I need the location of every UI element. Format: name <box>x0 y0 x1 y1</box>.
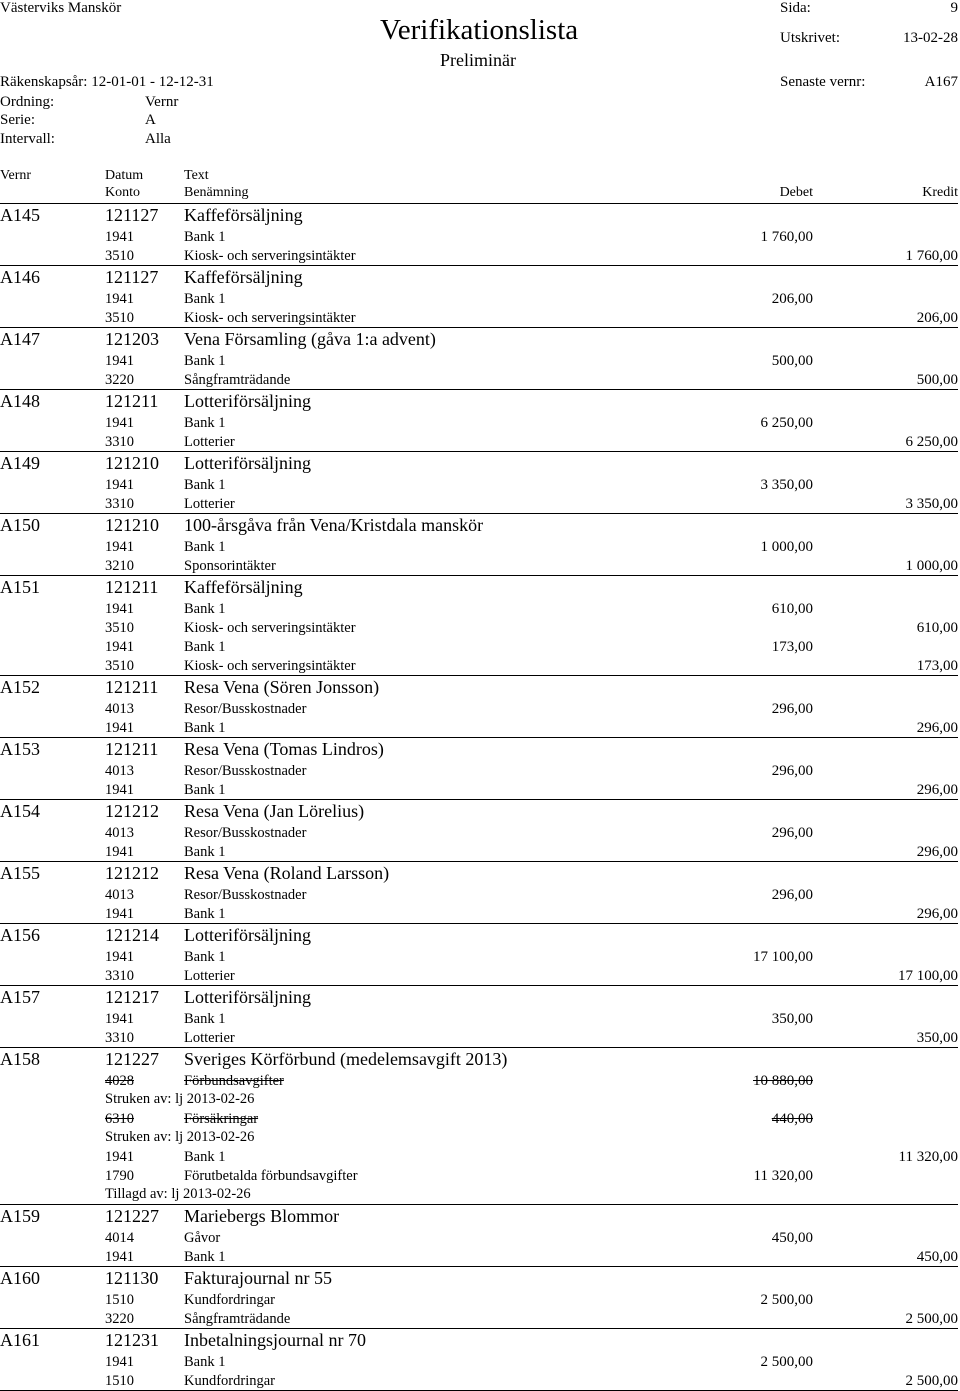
voucher-separator <box>0 451 958 452</box>
account-name: Kiosk- och serveringsintäkter <box>184 310 356 326</box>
account-number: 1941 <box>105 844 134 860</box>
voucher-text: Lotteriförsäljning <box>184 925 311 945</box>
voucher-date: 121217 <box>105 987 159 1007</box>
debit-amount: 296,00 <box>771 701 813 717</box>
account-name: Kundfordringar <box>184 1292 276 1308</box>
latest-voucher-label: Senaste vernr: <box>780 74 866 90</box>
voucher-date: 121211 <box>105 391 159 411</box>
account-number: 1941 <box>105 1011 134 1027</box>
credit-amount: 2 500,00 <box>905 1311 958 1327</box>
account-name: Gåvor <box>184 1230 221 1246</box>
account-number: 1941 <box>105 906 134 922</box>
voucher-date: 121212 <box>105 801 159 821</box>
account-number: 3510 <box>105 310 134 326</box>
voucher-separator <box>0 861 958 862</box>
voucher-date: 121211 <box>105 739 159 759</box>
series-value: A <box>145 112 156 128</box>
credit-amount: 296,00 <box>916 844 958 860</box>
page-label: Sida: <box>780 0 811 16</box>
account-number: 1941 <box>105 415 134 431</box>
latest-voucher-value: A167 <box>924 74 958 90</box>
voucher-separator <box>0 327 958 328</box>
voucher-separator <box>0 675 958 676</box>
account-name: Förbundsavgifter <box>184 1073 284 1089</box>
voucher-date: 121203 <box>105 329 159 349</box>
voucher-note: Struken av: lj 2013-02-26 <box>105 1091 255 1107</box>
account-name: Resor/Busskostnader <box>184 701 307 717</box>
account-name: Bank 1 <box>184 1149 226 1165</box>
account-name: Sångframträdande <box>184 372 291 388</box>
credit-amount: 296,00 <box>916 782 958 798</box>
account-number: 1941 <box>105 1354 134 1370</box>
voucher-number: A161 <box>0 1330 40 1350</box>
credit-amount: 206,00 <box>916 310 958 326</box>
account-name: Bank 1 <box>184 844 226 860</box>
voucher-separator <box>0 1047 958 1048</box>
voucher-number: A156 <box>0 925 40 945</box>
column-konto: Konto <box>105 185 140 200</box>
account-name: Bank 1 <box>184 601 226 617</box>
voucher-number: A159 <box>0 1206 40 1226</box>
account-number: 1941 <box>105 1249 134 1265</box>
account-number: 3510 <box>105 620 134 636</box>
debit-amount: 440,00 <box>771 1111 813 1127</box>
voucher-text: Inbetalningsjournal nr 70 <box>184 1330 366 1350</box>
page-number: 9 <box>950 0 958 16</box>
account-number: 1941 <box>105 229 134 245</box>
debit-amount: 6 250,00 <box>760 415 813 431</box>
account-number: 1941 <box>105 477 134 493</box>
account-number: 1510 <box>105 1292 134 1308</box>
voucher-date: 121214 <box>105 925 159 945</box>
credit-amount: 1 000,00 <box>905 558 958 574</box>
credit-amount: 1 760,00 <box>905 248 958 264</box>
account-name: Lotterier <box>184 968 235 984</box>
account-number: 3210 <box>105 558 134 574</box>
account-name: Kiosk- och serveringsintäkter <box>184 248 356 264</box>
voucher-text: 100-årsgåva från Vena/Kristdala manskör <box>184 515 484 535</box>
voucher-separator <box>0 575 958 576</box>
column-vernr: Vernr <box>0 168 32 183</box>
voucher-text: Vena Församling (gåva 1:a advent) <box>184 329 436 349</box>
debit-amount: 206,00 <box>771 291 813 307</box>
account-number: 6310 <box>105 1111 134 1127</box>
debit-amount: 450,00 <box>771 1230 813 1246</box>
order-value: Vernr <box>145 94 179 110</box>
account-name: Sponsorintäkter <box>184 558 276 574</box>
voucher-note: Struken av: lj 2013-02-26 <box>105 1129 255 1145</box>
account-name: Bank 1 <box>184 906 226 922</box>
voucher-date: 121127 <box>105 205 159 225</box>
voucher-separator <box>0 265 958 266</box>
voucher-number: A154 <box>0 801 40 821</box>
account-number: 4014 <box>105 1230 134 1246</box>
account-name: Lotterier <box>184 434 235 450</box>
voucher-separator <box>0 737 958 738</box>
credit-amount: 610,00 <box>916 620 958 636</box>
account-name: Bank 1 <box>184 720 226 736</box>
account-number: 3220 <box>105 372 134 388</box>
account-number: 4013 <box>105 825 134 841</box>
account-number: 1941 <box>105 1149 134 1165</box>
order-label: Ordning: <box>0 94 55 110</box>
account-number: 4013 <box>105 887 134 903</box>
column-debet: Debet <box>779 185 813 200</box>
account-number: 1941 <box>105 353 134 369</box>
account-number: 1941 <box>105 601 134 617</box>
account-number: 3310 <box>105 434 134 450</box>
header-rule <box>0 203 958 204</box>
voucher-date: 121210 <box>105 515 159 535</box>
account-name: Kiosk- och serveringsintäkter <box>184 620 356 636</box>
account-number: 3510 <box>105 658 134 674</box>
voucher-number: A155 <box>0 863 40 883</box>
voucher-number: A149 <box>0 453 40 473</box>
voucher-number: A151 <box>0 577 40 597</box>
account-number: 1790 <box>105 1168 134 1184</box>
voucher-date: 121227 <box>105 1049 159 1069</box>
account-name: Bank 1 <box>184 1011 226 1027</box>
voucher-text: Kaffeförsäljning <box>184 205 303 225</box>
voucher-date: 121212 <box>105 863 159 883</box>
debit-amount: 1 000,00 <box>760 539 813 555</box>
debit-amount: 1 760,00 <box>760 229 813 245</box>
voucher-separator <box>0 389 958 390</box>
account-number: 4013 <box>105 701 134 717</box>
voucher-date: 121227 <box>105 1206 159 1226</box>
account-number: 3220 <box>105 1311 134 1327</box>
account-number: 3310 <box>105 496 134 512</box>
account-name: Bank 1 <box>184 415 226 431</box>
account-number: 3510 <box>105 248 134 264</box>
voucher-number: A160 <box>0 1268 40 1288</box>
debit-amount: 610,00 <box>771 601 813 617</box>
voucher-text: Resa Vena (Jan Lörelius) <box>184 801 365 821</box>
voucher-number: A158 <box>0 1049 40 1069</box>
voucher-text: Lotteriförsäljning <box>184 987 311 1007</box>
credit-amount: 11 320,00 <box>898 1149 958 1165</box>
column-kredit: Kredit <box>922 185 958 200</box>
debit-amount: 3 350,00 <box>760 477 813 493</box>
debit-amount: 2 500,00 <box>760 1354 813 1370</box>
voucher-separator <box>0 799 958 800</box>
account-number: 1510 <box>105 1373 134 1389</box>
credit-amount: 2 500,00 <box>905 1373 958 1389</box>
account-number: 4013 <box>105 763 134 779</box>
voucher-text: Fakturajournal nr 55 <box>184 1268 332 1288</box>
account-name: Bank 1 <box>184 291 226 307</box>
voucher-date: 121127 <box>105 267 159 287</box>
account-number: 1941 <box>105 291 134 307</box>
credit-amount: 350,00 <box>916 1030 958 1046</box>
account-name: Resor/Busskostnader <box>184 763 307 779</box>
fiscal-year: Räkenskapsår: 12-01-01 - 12-12-31 <box>0 74 214 90</box>
interval-label: Intervall: <box>0 131 55 147</box>
debit-amount: 2 500,00 <box>760 1292 813 1308</box>
account-name: Bank 1 <box>184 539 226 555</box>
debit-amount: 350,00 <box>771 1011 813 1027</box>
voucher-separator <box>0 1328 958 1329</box>
voucher-number: A153 <box>0 739 40 759</box>
column-benamning: Benämning <box>184 185 249 200</box>
credit-amount: 3 350,00 <box>905 496 958 512</box>
account-name: Försäkringar <box>184 1111 259 1127</box>
account-name: Bank 1 <box>184 1249 226 1265</box>
voucher-text: Lotteriförsäljning <box>184 453 311 473</box>
voucher-text: Kaffeförsäljning <box>184 577 303 597</box>
voucher-number: A148 <box>0 391 40 411</box>
account-name: Bank 1 <box>184 477 226 493</box>
account-name: Bank 1 <box>184 782 226 798</box>
account-name: Bank 1 <box>184 353 226 369</box>
credit-amount: 296,00 <box>916 906 958 922</box>
voucher-number: A157 <box>0 987 40 1007</box>
voucher-separator <box>0 513 958 514</box>
account-name: Sångframträdande <box>184 1311 291 1327</box>
debit-amount: 500,00 <box>771 353 813 369</box>
voucher-date: 121210 <box>105 453 159 473</box>
voucher-date: 121211 <box>105 677 159 697</box>
account-number: 3310 <box>105 968 134 984</box>
debit-amount: 296,00 <box>771 763 813 779</box>
report-title: Verifikationslista <box>380 14 579 46</box>
voucher-text: Sveriges Körförbund (medelemsavgift 2013) <box>184 1049 508 1069</box>
voucher-text: Mariebergs Blommor <box>184 1206 340 1226</box>
voucher-note: Tillagd av: lj 2013-02-26 <box>105 1186 251 1202</box>
voucher-text: Lotteriförsäljning <box>184 391 311 411</box>
account-name: Förutbetalda förbundsavgifter <box>184 1168 358 1184</box>
series-label: Serie: <box>0 112 35 128</box>
column-datum: Datum <box>105 168 144 183</box>
account-name: Bank 1 <box>184 1354 226 1370</box>
credit-amount: 500,00 <box>916 372 958 388</box>
credit-amount: 6 250,00 <box>905 434 958 450</box>
voucher-text: Resa Vena (Tomas Lindros) <box>184 739 384 759</box>
credit-amount: 296,00 <box>916 720 958 736</box>
debit-amount: 11 320,00 <box>753 1168 813 1184</box>
account-number: 4028 <box>105 1073 134 1089</box>
voucher-separator <box>0 1204 958 1205</box>
voucher-text: Resa Vena (Roland Larsson) <box>184 863 390 883</box>
voucher-number: A147 <box>0 329 40 349</box>
account-name: Resor/Busskostnader <box>184 887 307 903</box>
account-name: Resor/Busskostnader <box>184 825 307 841</box>
credit-amount: 173,00 <box>916 658 958 674</box>
voucher-separator <box>0 923 958 924</box>
voucher-date: 121231 <box>105 1330 159 1350</box>
account-name: Bank 1 <box>184 949 226 965</box>
voucher-number: A145 <box>0 205 40 225</box>
debit-amount: 296,00 <box>771 825 813 841</box>
account-number: 1941 <box>105 639 134 655</box>
credit-amount: 17 100,00 <box>898 968 958 984</box>
account-name: Bank 1 <box>184 639 226 655</box>
voucher-text: Resa Vena (Sören Jonsson) <box>184 677 380 697</box>
account-name: Kiosk- och serveringsintäkter <box>184 658 356 674</box>
column-text: Text <box>184 168 209 183</box>
account-number: 3310 <box>105 1030 134 1046</box>
account-number: 1941 <box>105 782 134 798</box>
voucher-date: 121211 <box>105 577 159 597</box>
voucher-date: 121130 <box>105 1268 159 1288</box>
debit-amount: 173,00 <box>771 639 813 655</box>
interval-value: Alla <box>145 131 171 147</box>
voucher-separator <box>0 1266 958 1267</box>
account-number: 1941 <box>105 720 134 736</box>
printed-label: Utskrivet: <box>780 30 840 46</box>
credit-amount: 450,00 <box>916 1249 958 1265</box>
voucher-number: A150 <box>0 515 40 535</box>
debit-amount: 296,00 <box>771 887 813 903</box>
voucher-number: A152 <box>0 677 40 697</box>
account-name: Lotterier <box>184 496 235 512</box>
voucher-separator <box>0 985 958 986</box>
printed-date: 13-02-28 <box>903 30 958 46</box>
account-number: 1941 <box>105 539 134 555</box>
account-name: Bank 1 <box>184 229 226 245</box>
account-number: 1941 <box>105 949 134 965</box>
organization-name: Västerviks Manskör <box>0 0 122 16</box>
voucher-text: Kaffeförsäljning <box>184 267 303 287</box>
debit-amount: 17 100,00 <box>753 949 813 965</box>
account-name: Kundfordringar <box>184 1373 276 1389</box>
debit-amount: 10 880,00 <box>753 1073 813 1089</box>
voucher-number: A146 <box>0 267 40 287</box>
account-name: Lotterier <box>184 1030 235 1046</box>
report-subtitle: Preliminär <box>440 50 516 70</box>
